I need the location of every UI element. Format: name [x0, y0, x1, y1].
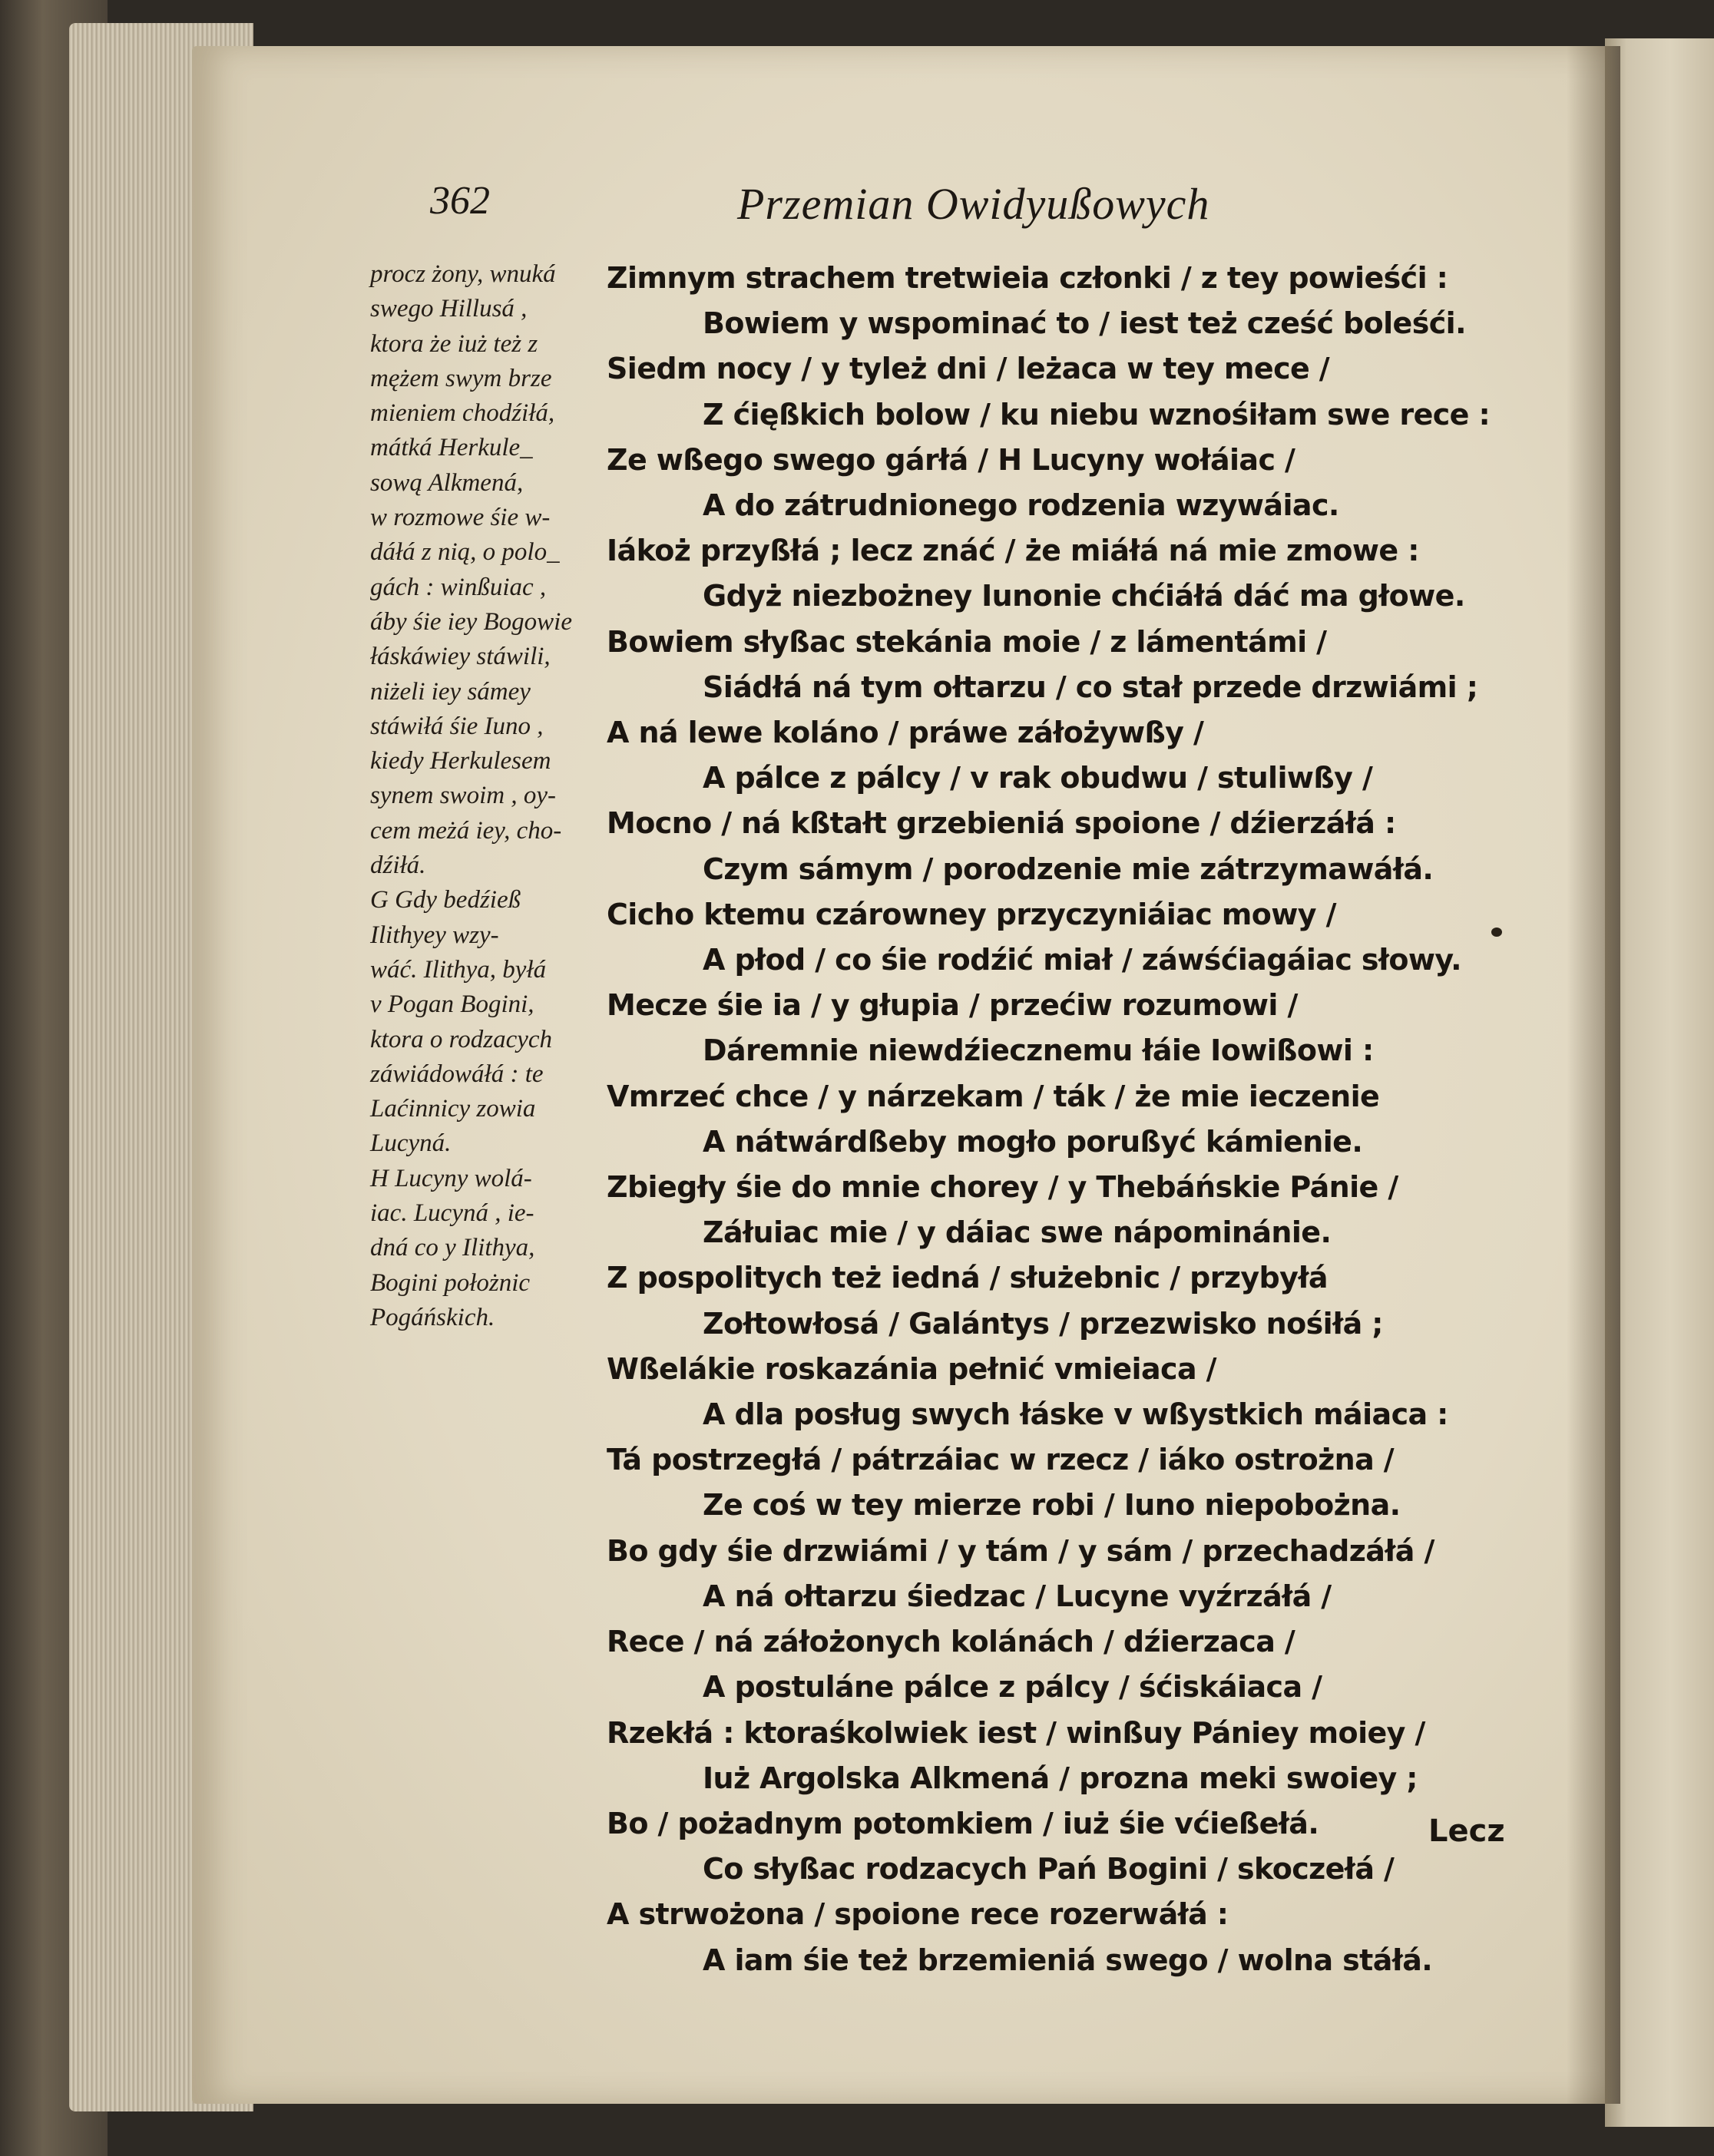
verse-line: Z ćięßkich bolow / ku niebu wznośiłam swe rece : — [703, 397, 1491, 432]
verse-line: A postuláne pálce z pálcy / śćiskáiaca / — [703, 1670, 1322, 1705]
margin-note-line: mieniem chodźiłá, — [370, 399, 555, 428]
verse-line: Zimnym strachem tretwieia członki / z tey powieśći : — [607, 261, 1448, 295]
verse-line: Rece / ná záłożonych kolánách / dźierzaca / — [607, 1625, 1295, 1659]
margin-note-line: kiedy Herkulesem — [370, 747, 551, 775]
margin-note-line: swego Hillusá , — [370, 295, 528, 323]
verse-line: Siedm nocy / y tyleż dni / leżaca w tey mece / — [607, 352, 1330, 386]
margin-note-line: procz żony, wnuká — [370, 260, 556, 288]
margin-note-line: Ilithyey wzy- — [370, 921, 499, 949]
verse-line: Bowiem y wspominać to / iest też cześć boleśći. — [703, 306, 1466, 341]
page-number: 362 — [430, 179, 490, 223]
verse-block — [607, 256, 1491, 1983]
verse-line: A dla posług swych łáske v wßystkich máiaca : — [703, 1397, 1448, 1432]
verse-line: Co słyßac rodzacych Pań Bogini / skoczełá / — [703, 1852, 1395, 1886]
verse-line: Tá postrzegłá / pátrzáiac w rzecz / iáko ostrożna / — [607, 1443, 1395, 1477]
margin-note-line: záwiádowáłá : te — [370, 1060, 544, 1088]
margin-note-line: mátká Herkule_ — [370, 434, 533, 462]
margin-note-line: H Lucyny wolá- — [370, 1164, 532, 1192]
verse-line: Gdyż niezbożney Iunonie chćiáłá dáć ma głowe. — [703, 579, 1465, 613]
margin-note-line: iac. Lucyná , ie- — [370, 1199, 534, 1228]
verse-line: Cicho ktemu czárowney przyczyniáiac mowy / — [607, 897, 1336, 931]
verse-line: Dáremnie niewdźiecznemu łáie Iowißowi : — [703, 1033, 1374, 1068]
margin-note-line: v Pogan Bogini, — [370, 990, 534, 1019]
margin-note-line: G Gdy bedźieß — [370, 886, 521, 914]
margin-note-line: synem swoim , oy- — [370, 782, 556, 810]
verse-line: A płod / co śie rodźić miał / záwśćiagáiac słowy. — [703, 943, 1461, 977]
verse-line: Bo gdy śie drzwiámi / y tám / y sám / przechadzáłá / — [607, 1533, 1434, 1568]
margin-note-line: niżeli iey sámey — [370, 677, 531, 706]
running-head — [430, 178, 1505, 247]
verse-line: Iuż Argolska Alkmená / prozna meki swoiey ; — [703, 1761, 1418, 1795]
margin-note-line: w rozmowe śie w- — [370, 504, 551, 532]
margin-note-line: dná co y Ilithya, — [370, 1234, 535, 1262]
margin-note-line: Bogini położnic — [370, 1268, 531, 1297]
margin-note-line: dźiłá. — [370, 851, 426, 880]
margin-note-line: stáwiłá śie Iuno , — [370, 712, 544, 740]
margin-note-line: cem meżá iey, cho- — [370, 816, 562, 845]
margin-note-line: łáskáwiey stáwili, — [370, 643, 551, 671]
verse-line: A ná lewe koláno / práwe záłożywßy / — [607, 716, 1204, 750]
margin-notes — [370, 257, 601, 1335]
verse-line: Rzekłá : ktoraśkolwiek iest / winßuy Pániey moiey / — [607, 1715, 1425, 1750]
verse-line: Záłuiac mie / y dáiac swe nápominánie. — [703, 1215, 1332, 1250]
margin-note-line: gách : winßuiac , — [370, 573, 547, 601]
margin-note-line: áby śie iey Bogowie — [370, 607, 573, 636]
margin-note-line: sową Alkmená, — [370, 468, 524, 497]
margin-note-line: mężem swym brze — [370, 364, 552, 392]
verse-line: Ze coś w tey mierze robi / Iuno niepobożna. — [703, 1488, 1401, 1523]
verse-line: Bowiem słyßac stekánia moie / z lámentámi / — [607, 624, 1327, 659]
verse-line: Iákoż przyßłá ; lecz znáć / że miáłá ná mie zmowe : — [607, 534, 1419, 568]
verse-line: Wßelákie roskazánia pełnić vmieiaca / — [607, 1351, 1216, 1386]
margin-note-line: Laćinnicy zowia — [370, 1095, 536, 1123]
running-title: Przemian Owidyußowych — [737, 179, 1210, 229]
verse-line: Czym sámym / porodzenie mie zátrzymawáłá. — [703, 851, 1434, 886]
verse-line: A ná ołtarzu śiedzac / Lucyne vyźrzáłá / — [703, 1579, 1332, 1613]
verse-line: A nátwárdßeby mogło porußyć kámienie. — [703, 1124, 1363, 1159]
margin-note-line: Lucyná. — [370, 1129, 452, 1158]
verse-line: A do zátrudnionego rodzenia wzywáiac. — [703, 488, 1339, 523]
verse-line: A iam śie też brzemieniá swego / wolna stáłá. — [703, 1943, 1433, 1977]
verse-line: Zbiegły śie do mnie chorey / y Thebáńskie Pánie / — [607, 1170, 1398, 1205]
verse-line: Z pospolitych też iedná / służebnic / przybyłá — [607, 1261, 1328, 1295]
margin-note-line: ktora o rodzacych — [370, 1025, 553, 1053]
verse-line: Zołtowłosá / Galántys / przezwisko nośiłá ; — [703, 1306, 1383, 1341]
margin-note-line: ktora że iuż też z — [370, 329, 538, 358]
margin-note-line: Pogáńskich. — [370, 1303, 495, 1331]
verse-line: A pálce z pálcy / v rak obudwu / stuliwßy / — [703, 761, 1373, 795]
verse-line: Ze wßego swego gárłá / H Lucyny wołáiac / — [607, 442, 1295, 477]
verse-line: Mocno / ná kßtałt grzebieniá spoione / dźierzáłá : — [607, 806, 1396, 841]
verse-line: Siádłá ná tym ołtarzu / co stał przede drzwiámi ; — [703, 670, 1478, 704]
verse-line: A strwożona / spoione rece rozerwáłá : — [607, 1897, 1229, 1932]
verse-line: Vmrzeć chce / y nárzekam / ták / że mie ieczenie — [607, 1079, 1380, 1113]
catchword: Lecz — [1428, 1814, 1505, 1849]
margin-note-line: wáć. Ilithya, byłá — [370, 955, 547, 984]
verse-line: Bo / pożadnym potomkiem / iuż śie vćießełá. — [607, 1806, 1319, 1840]
margin-note-line: dáłá z nią, o polo_ — [370, 538, 560, 567]
verse-line: Mecze śie ia / y głupia / przećiw rozumowi / — [607, 988, 1298, 1023]
